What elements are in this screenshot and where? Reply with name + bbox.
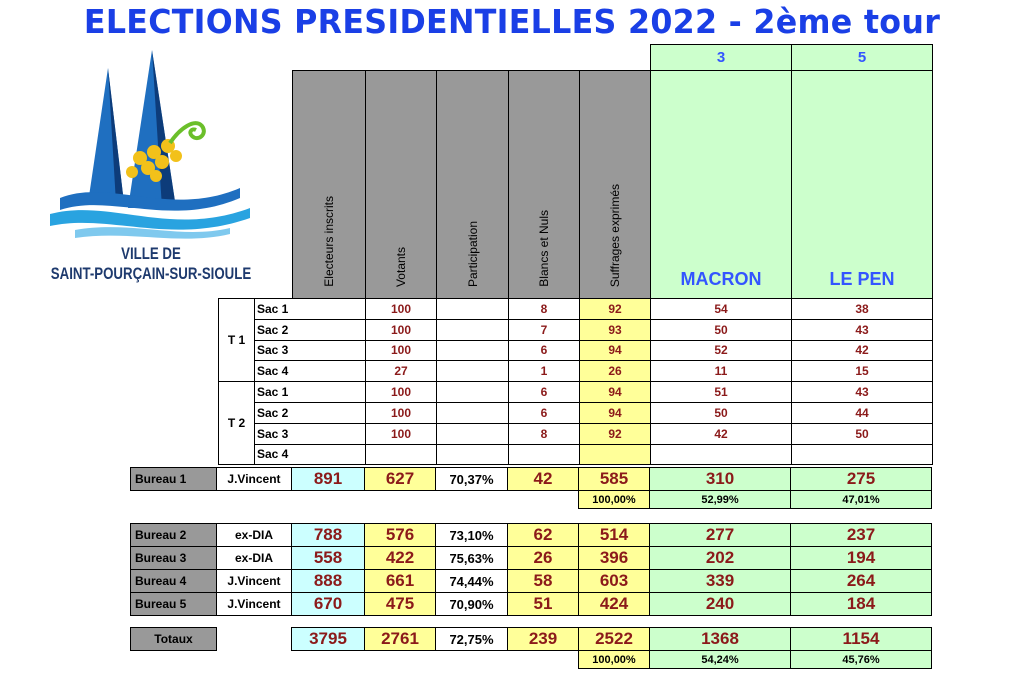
totals-macron: 1368 xyxy=(650,628,791,651)
bureau-participation: 73,10% xyxy=(436,524,508,547)
sac-participation xyxy=(437,319,509,340)
bureau-exprimes: 396 xyxy=(579,547,650,570)
bureau-lepen: 264 xyxy=(791,570,932,593)
bureau-macron: 339 xyxy=(650,570,791,593)
totals-percent-row xyxy=(131,651,932,669)
sac-votants: 100 xyxy=(366,340,437,361)
sac-macron: 52 xyxy=(651,340,792,361)
bureau-lieu: J.Vincent xyxy=(217,570,292,593)
sac-name: Sac 1 xyxy=(255,382,366,403)
bureau-lieu: ex-DIA xyxy=(217,524,292,547)
totals-votants: 2761 xyxy=(365,628,436,651)
sac-name: Sac 3 xyxy=(255,340,366,361)
sac-participation xyxy=(437,340,509,361)
sac-blancs: 6 xyxy=(509,340,580,361)
bureau-participation: 74,44% xyxy=(436,570,508,593)
sac-blancs: 8 xyxy=(509,423,580,444)
pct-exprimes: 100,00% xyxy=(579,651,650,669)
sac-lepen: 43 xyxy=(792,382,933,403)
bureau-lieu: J.Vincent xyxy=(217,468,292,491)
tour-label: T 1 xyxy=(219,299,255,382)
bureau-participation: 70,37% xyxy=(436,468,508,491)
bureau-inscrits: 891 xyxy=(292,468,365,491)
totals-blancs: 239 xyxy=(508,628,579,651)
sac-votants: 100 xyxy=(366,423,437,444)
sac-blancs: 7 xyxy=(509,319,580,340)
sac-macron: 11 xyxy=(651,361,792,382)
bureau-participation: 70,90% xyxy=(436,593,508,616)
sac-participation xyxy=(437,382,509,403)
bureau-votants: 576 xyxy=(365,524,436,547)
sac-row xyxy=(219,319,933,340)
sac-blancs xyxy=(509,444,580,465)
logo-line2: SAINT-POURÇAIN-SUR-SIOULE xyxy=(50,264,252,283)
pct-lepen: 45,76% xyxy=(791,651,932,669)
sac-exprimes: 94 xyxy=(580,382,651,403)
sac-participation xyxy=(437,299,509,320)
sac-blancs: 8 xyxy=(509,299,580,320)
bureau-lepen: 194 xyxy=(791,547,932,570)
bureau-lieu: J.Vincent xyxy=(217,593,292,616)
sac-participation xyxy=(437,444,509,465)
sac-blancs: 6 xyxy=(509,382,580,403)
bureau-label: Bureau 2 xyxy=(131,524,217,547)
sac-votants: 100 xyxy=(366,402,437,423)
bureau-lieu: ex-DIA xyxy=(217,547,292,570)
sac-macron: 50 xyxy=(651,402,792,423)
sac-blancs: 1 xyxy=(509,361,580,382)
totals-label: Totaux xyxy=(131,628,217,651)
pct-macron: 52,99% xyxy=(650,491,791,509)
bureau-macron: 240 xyxy=(650,593,791,616)
sac-row xyxy=(219,361,933,382)
sac-exprimes xyxy=(580,444,651,465)
sac-votants: 100 xyxy=(366,382,437,403)
sac-row xyxy=(219,340,933,361)
bureau-inscrits: 788 xyxy=(292,524,365,547)
header-inscrits: Electeurs inscrits xyxy=(322,196,336,287)
candidate-name: LE PEN xyxy=(792,71,933,299)
bureau-votants: 661 xyxy=(365,570,436,593)
bureau-lepen: 237 xyxy=(791,524,932,547)
sac-participation xyxy=(437,423,509,444)
sac-exprimes: 92 xyxy=(580,423,651,444)
sac-row xyxy=(219,444,933,465)
sac-votants: 100 xyxy=(366,319,437,340)
sac-macron xyxy=(651,444,792,465)
sac-lepen: 42 xyxy=(792,340,933,361)
sac-lepen: 38 xyxy=(792,299,933,320)
candidate-number: 5 xyxy=(792,45,933,71)
page-title: ELECTIONS PRESIDENTIELLES 2022 - 2ème tour xyxy=(83,2,941,41)
sac-macron: 51 xyxy=(651,382,792,403)
bureau-label: Bureau 5 xyxy=(131,593,217,616)
bureau-exprimes: 514 xyxy=(579,524,650,547)
sac-row xyxy=(219,299,933,320)
sac-macron: 42 xyxy=(651,423,792,444)
bureau-macron: 310 xyxy=(650,468,791,491)
sac-row xyxy=(219,423,933,444)
sac-macron: 50 xyxy=(651,319,792,340)
bureau-votants: 422 xyxy=(365,547,436,570)
sac-row xyxy=(219,382,933,403)
sac-blancs: 6 xyxy=(509,402,580,423)
bureau-exprimes: 585 xyxy=(579,468,650,491)
bureau-row xyxy=(131,593,932,616)
sac-macron: 54 xyxy=(651,299,792,320)
totals-table xyxy=(130,627,932,669)
bureau-blancs: 26 xyxy=(508,547,579,570)
bureau-row xyxy=(131,468,932,491)
sac-name: Sac 4 xyxy=(255,361,366,382)
totals-lepen: 1154 xyxy=(791,628,932,651)
sac-lepen: 43 xyxy=(792,319,933,340)
bureau-label: Bureau 3 xyxy=(131,547,217,570)
tour-label: T 2 xyxy=(219,382,255,465)
bureau-blancs: 42 xyxy=(508,468,579,491)
sac-name: Sac 2 xyxy=(255,319,366,340)
sac-name: Sac 1 xyxy=(255,299,366,320)
bureau-blancs: 51 xyxy=(508,593,579,616)
bureau-exprimes: 424 xyxy=(579,593,650,616)
sac-exprimes: 26 xyxy=(580,361,651,382)
bureau-lepen: 184 xyxy=(791,593,932,616)
bureau-votants: 627 xyxy=(365,468,436,491)
sac-lepen: 15 xyxy=(792,361,933,382)
bureau-macron: 202 xyxy=(650,547,791,570)
sac-name: Sac 2 xyxy=(255,402,366,423)
sac-lepen: 50 xyxy=(792,423,933,444)
sac-results-table xyxy=(218,44,933,465)
pct-macron: 54,24% xyxy=(650,651,791,669)
totals-exprimes: 2522 xyxy=(579,628,650,651)
bureau-votants: 475 xyxy=(365,593,436,616)
bureau-blancs: 58 xyxy=(508,570,579,593)
bureau-inscrits: 888 xyxy=(292,570,365,593)
logo-line1: VILLE DE xyxy=(121,244,181,263)
bureau-blancs: 62 xyxy=(508,524,579,547)
sac-votants: 27 xyxy=(366,361,437,382)
sac-participation xyxy=(437,361,509,382)
bureau-inscrits: 558 xyxy=(292,547,365,570)
bureau-label: Bureau 1 xyxy=(131,468,217,491)
bureau1-table xyxy=(130,467,932,509)
pct-exprimes: 100,00% xyxy=(579,491,650,509)
totals-inscrits: 3795 xyxy=(292,628,365,651)
bureau-exprimes: 603 xyxy=(579,570,650,593)
bureau-label: Bureau 4 xyxy=(131,570,217,593)
pct-lepen: 47,01% xyxy=(791,491,932,509)
sac-name: Sac 3 xyxy=(255,423,366,444)
bureau-row xyxy=(131,524,932,547)
sac-exprimes: 92 xyxy=(580,299,651,320)
bureau1-percent-row xyxy=(131,491,932,509)
sac-exprimes: 93 xyxy=(580,319,651,340)
sac-row xyxy=(219,402,933,423)
sac-lepen: 44 xyxy=(792,402,933,423)
sac-votants: 100 xyxy=(366,299,437,320)
header-votants: Votants xyxy=(394,246,408,287)
candidate-number: 3 xyxy=(651,45,792,71)
candidate-name: MACRON xyxy=(651,71,792,299)
totals-participation: 72,75% xyxy=(436,628,508,651)
sac-exprimes: 94 xyxy=(580,402,651,423)
header-blancs: Blancs et Nuls xyxy=(537,210,551,287)
sac-lepen xyxy=(792,444,933,465)
bureau-row xyxy=(131,547,932,570)
bureau-lepen: 275 xyxy=(791,468,932,491)
bureau-row xyxy=(131,570,932,593)
bureau-inscrits: 670 xyxy=(292,593,365,616)
bureau-participation: 75,63% xyxy=(436,547,508,570)
header-exprimes: Suffrages exprimés xyxy=(608,183,622,287)
sac-participation xyxy=(437,402,509,423)
bureau-macron: 277 xyxy=(650,524,791,547)
sac-votants xyxy=(366,444,437,465)
bureaux-table xyxy=(130,523,932,616)
sac-name: Sac 4 xyxy=(255,444,366,465)
totals-row xyxy=(131,628,932,651)
header-participation: Participation xyxy=(465,220,480,287)
sac-exprimes: 94 xyxy=(580,340,651,361)
